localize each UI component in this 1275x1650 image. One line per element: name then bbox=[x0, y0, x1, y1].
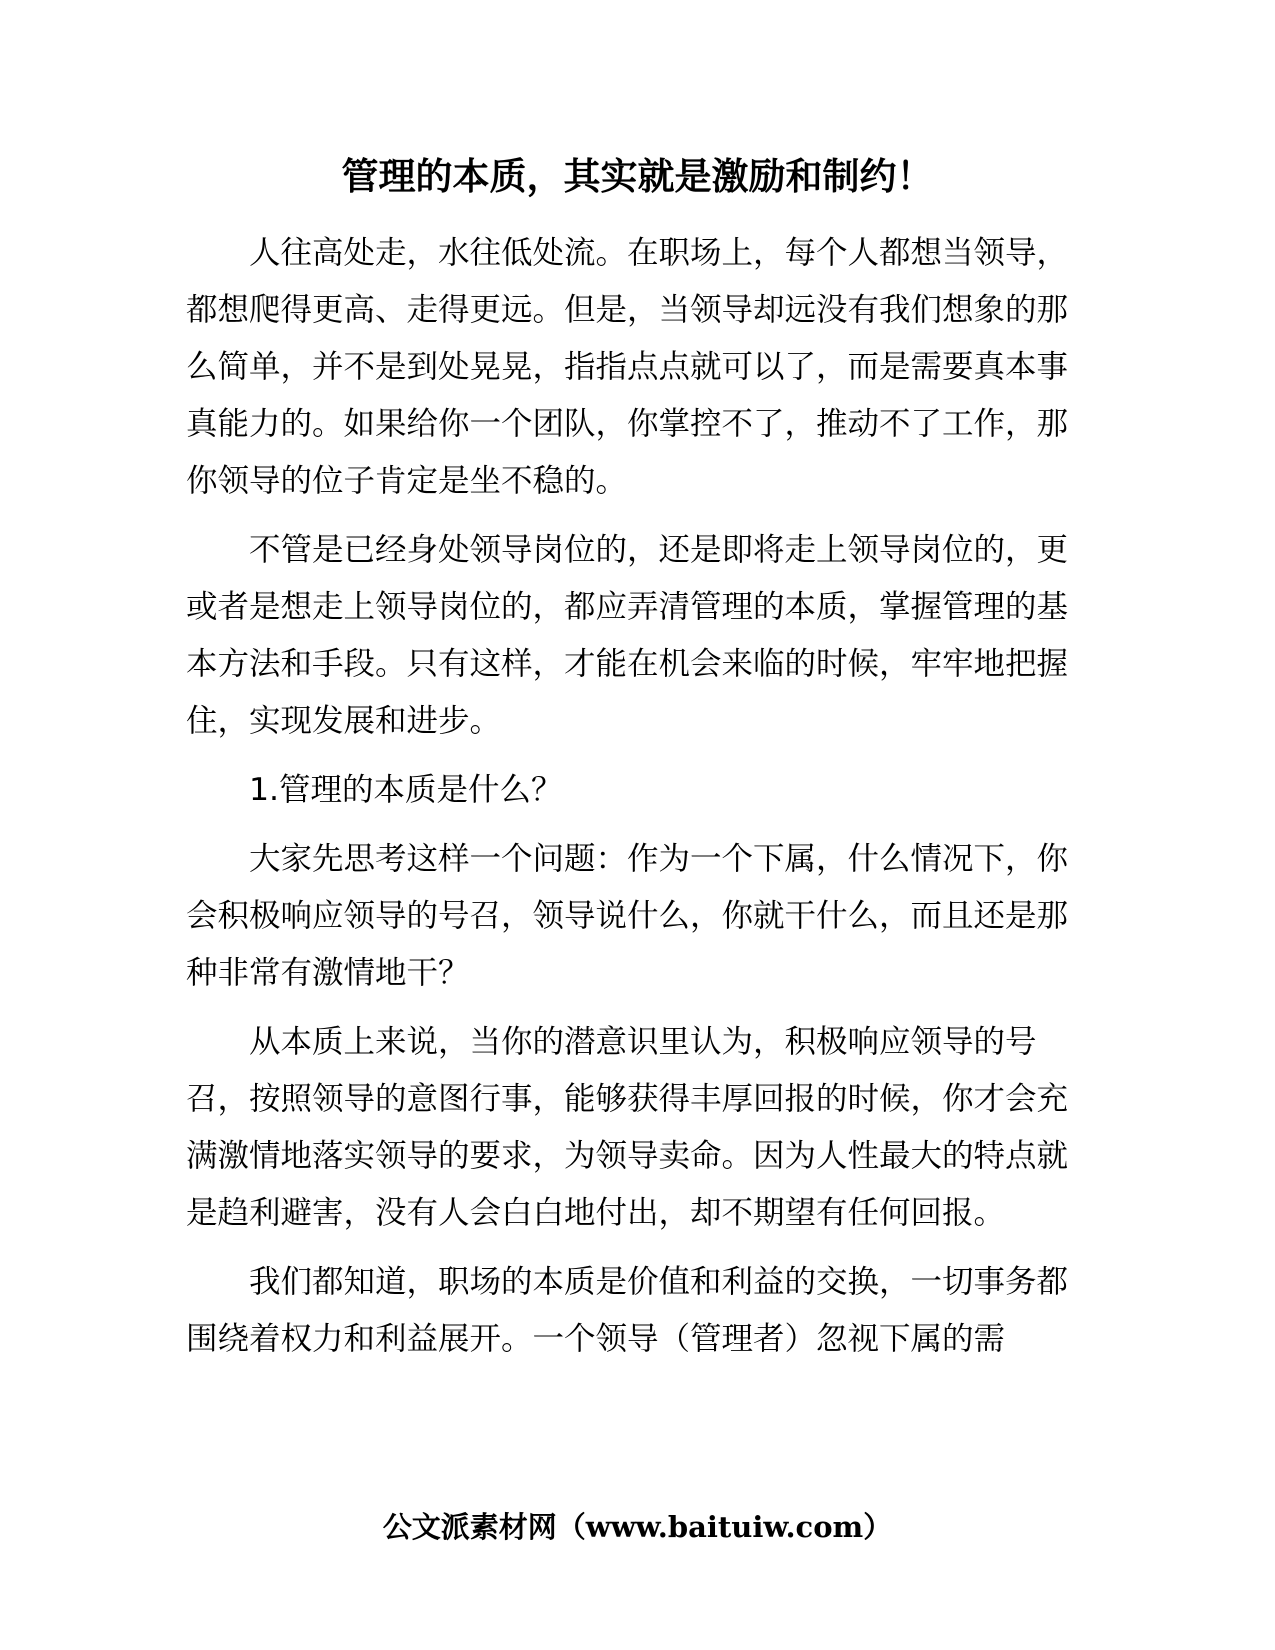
paragraph-1: 人往高处走，水往低处流。在职场上，每个人都想当领导，都想爬得更高、走得更远。但是，当领导却远没有我们想象的那么简单，并不是到处晃晃，指指点点就可以了，而是需要真本事真能力的。如果给你一个团队，你掌控不了，推动不了工作，那你领导的位子肯定是坐不稳的。 bbox=[186, 235, 1069, 499]
paragraph-4: 从本质上来说，当你的潜意识里认为，积极响应领导的号召，按照领导的意图行事，能够获得丰厚回报的时候，你才会充满激情地落实领导的要求，为领导卖命。因为人性最大的特点就是趋利避害，没有人会白白地付出，却不期望有任何回报。 bbox=[186, 1024, 1069, 1231]
page-footer-source: 公文派素材网（www.baituiw.com） bbox=[382, 1510, 893, 1544]
document-title: 管理的本质，其实就是激励和制约！ bbox=[341, 155, 934, 198]
document-body bbox=[186, 225, 1089, 1380]
paragraph-3: 大家先思考这样一个问题：作为一个下属，什么情况下，你会积极响应领导的号召，领导说什么，你就干什么，而且还是那种非常有激情地干？ bbox=[186, 841, 1069, 991]
paragraph-2: 不管是已经身处领导岗位的，还是即将走上领导岗位的，更或者是想走上领导岗位的，都应弄清管理的本质，掌握管理的基本方法和手段。只有这样，才能在机会来临的时候，牢牢地把握住，实现发展和进步。 bbox=[186, 532, 1069, 739]
section-heading-1: 1.管理的本质是什么？ bbox=[249, 772, 563, 808]
paragraph-5: 我们都知道，职场的本质是价值和利益的交换，一切事务都围绕着权力和利益展开。一个领导（管理者）忽视下属的需 bbox=[186, 1264, 1069, 1357]
